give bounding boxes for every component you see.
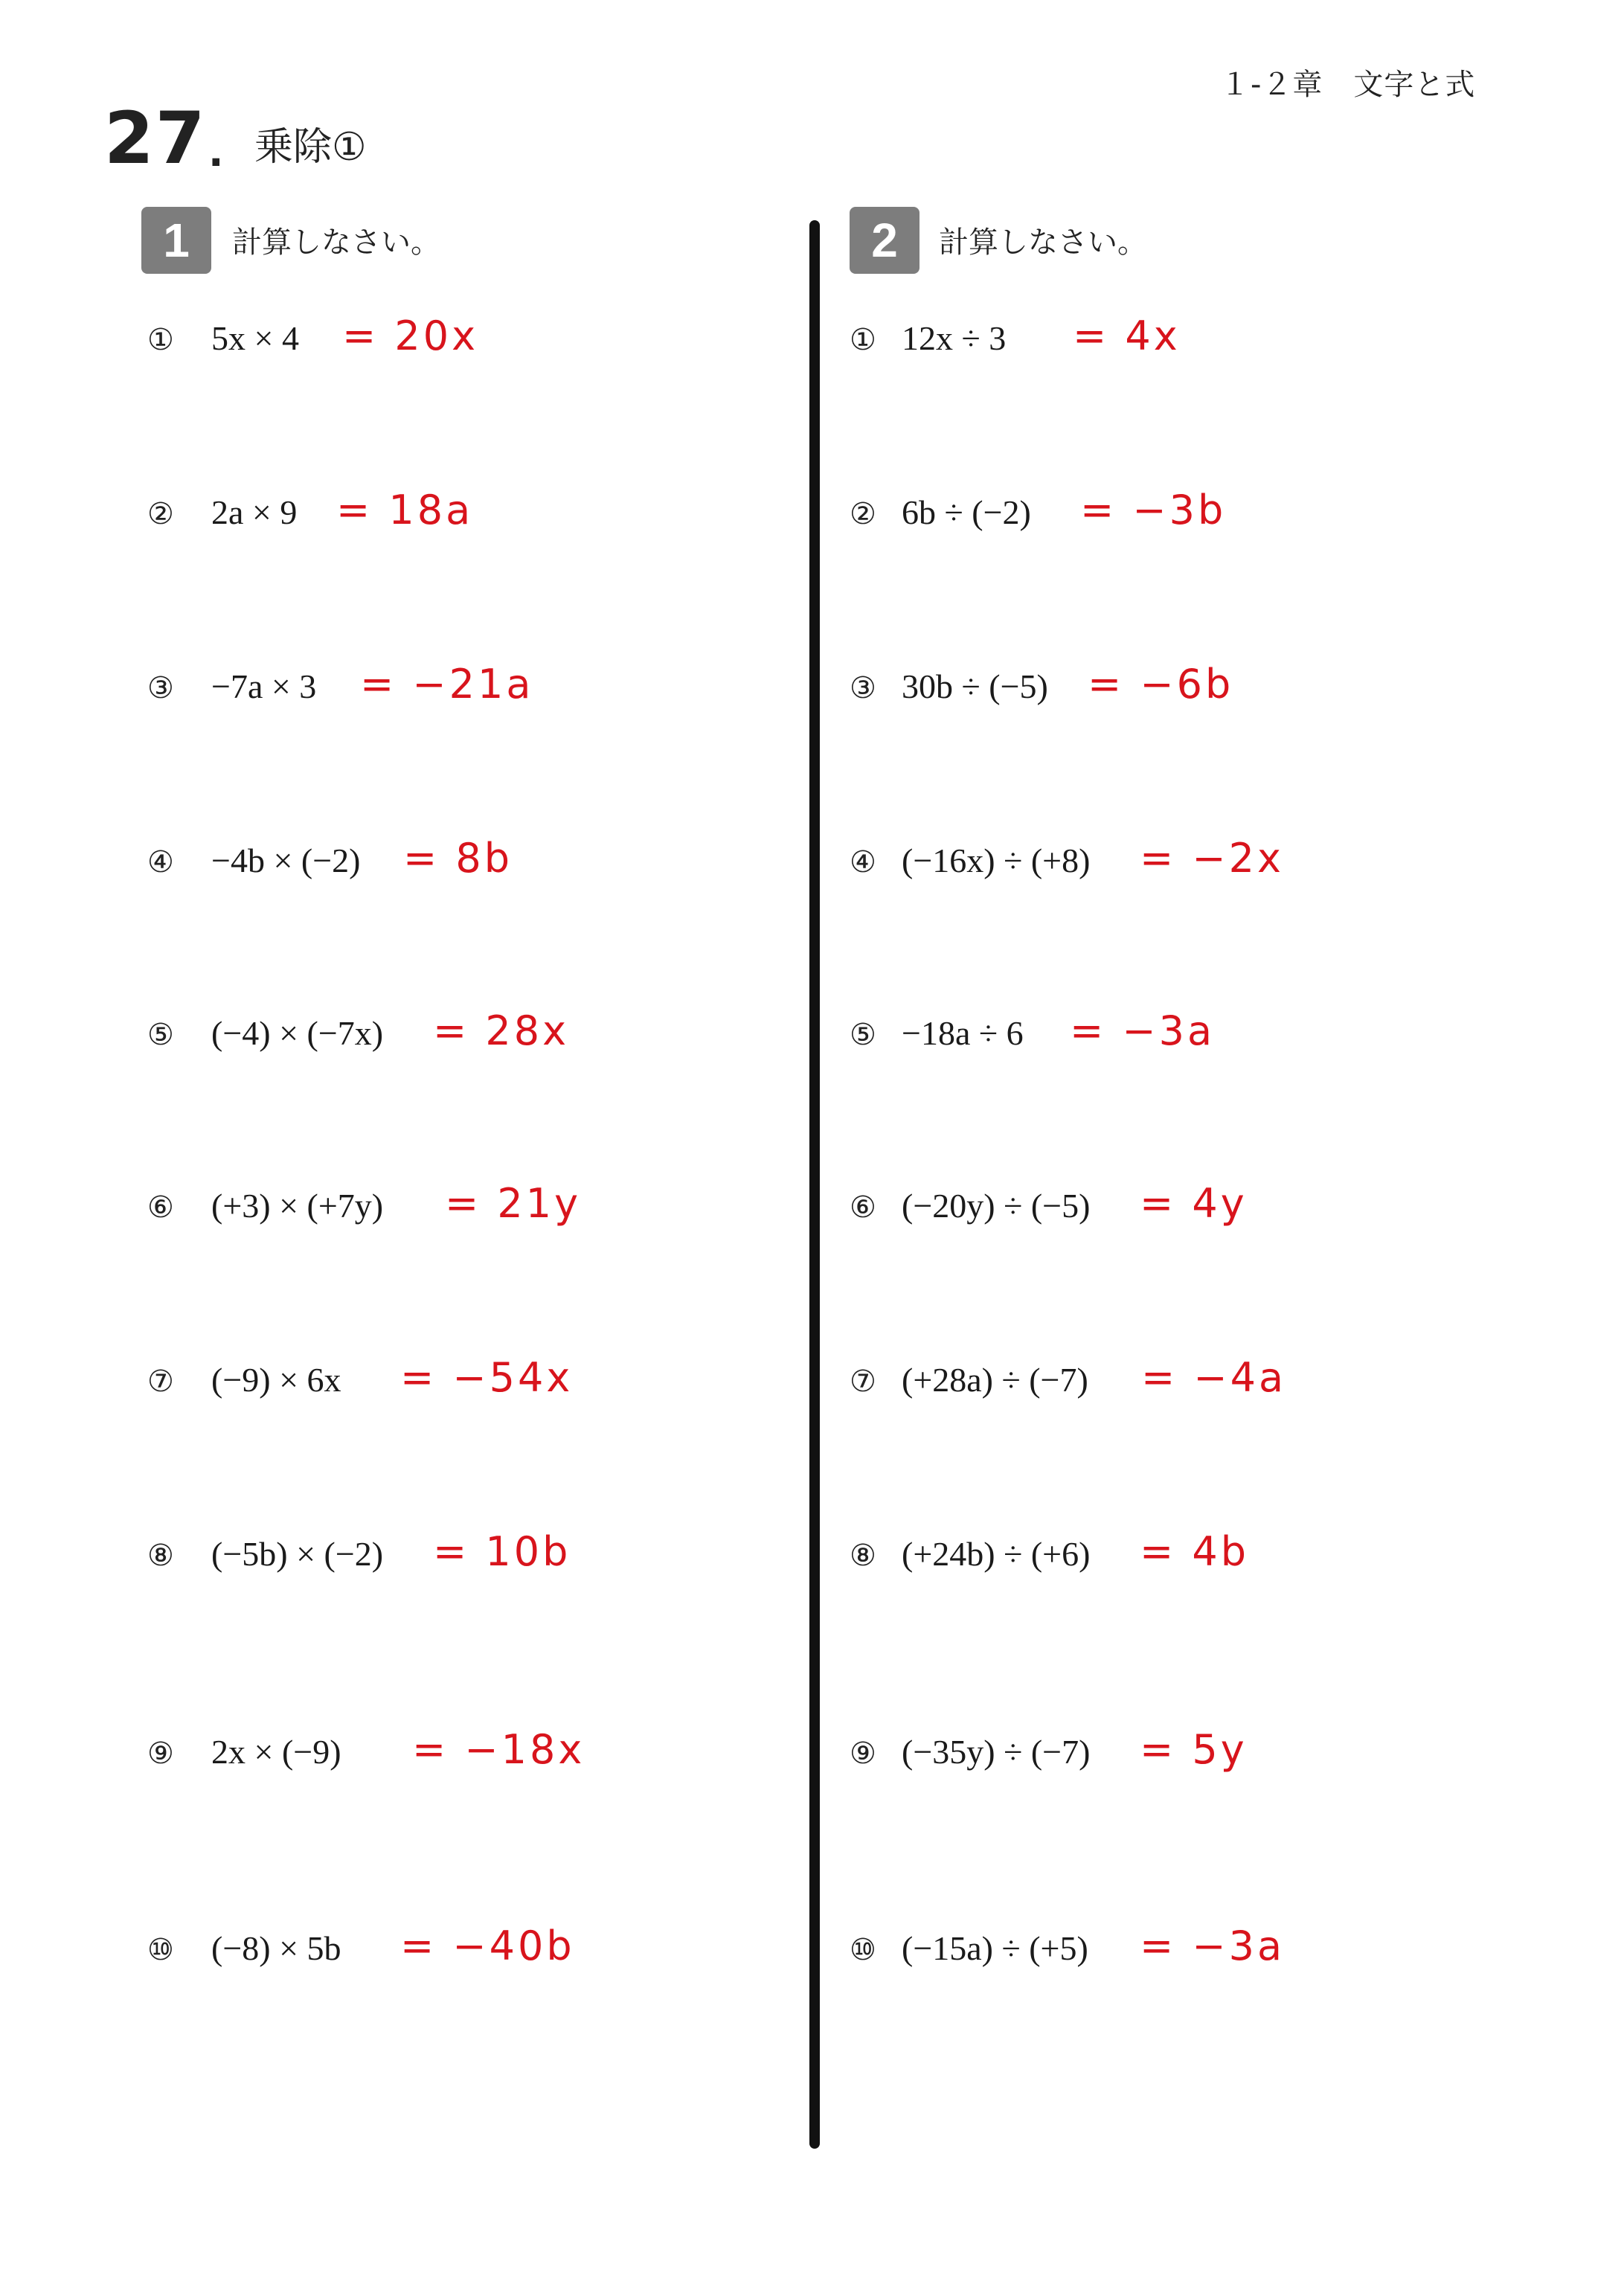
handwritten-answer: = 18a [336,487,474,533]
problem-expression: (−4) × (−7x) [211,1014,384,1052]
problem-expression: (−9) × 6x [211,1361,341,1399]
column-divider [809,220,820,2149]
problem-number: ⑩ [147,1933,174,1967]
problem-number: ⑨ [850,1737,876,1771]
section-2-number-box: 2 [850,207,919,274]
handwritten-answer: = 4y [1140,1180,1248,1227]
handwritten-answer: = 28x [433,1007,570,1054]
problem-expression: 30b ÷ (−5) [902,667,1048,705]
problem-number: ① [850,323,876,357]
problem-number: ⑤ [850,1018,876,1052]
problem-expression: (−20y) ÷ (−5) [902,1187,1091,1225]
problem-number: ③ [850,671,876,705]
problem-number: ⑦ [850,1365,876,1399]
problem-expression: 6b ÷ (−2) [902,493,1031,531]
problem-expression: −4b × (−2) [211,841,361,879]
handwritten-answer: = −6b [1088,661,1234,708]
problem-expression: (−16x) ÷ (+8) [902,841,1091,879]
handwritten-answer: = 21y [445,1180,582,1227]
problem-expression: (−35y) ÷ (−7) [902,1733,1091,1771]
problem-expression: (+3) × (+7y) [211,1187,384,1225]
problem-number: ④ [850,845,876,879]
chapter-label: １-２章 文字と式 [1220,68,1476,102]
handwritten-answer: = 5y [1140,1726,1248,1773]
problem-expression: (+24b) ÷ (+6) [902,1535,1091,1573]
handwritten-answer: = −21a [360,661,534,708]
worksheet-title: 乗除① [254,125,367,170]
handwritten-answer: = −3a [1070,1007,1216,1054]
section-1-instruction: 計算しなさい。 [232,225,440,260]
problem-number: ⑧ [147,1539,174,1573]
problem-expression: 12x ÷ 3 [902,319,1007,357]
problem-expression: (+28a) ÷ (−7) [902,1361,1088,1399]
handwritten-answer: = −3a [1140,1923,1286,1969]
section-2-instruction: 計算しなさい。 [939,225,1147,260]
handwritten-answer: = 8b [403,835,513,882]
handwritten-answer: = 4b [1140,1528,1250,1575]
problem-number: ③ [147,671,174,705]
worksheet-number: 27 [104,97,207,180]
problem-number: ⑤ [147,1018,174,1052]
handwritten-answer: = −4a [1141,1354,1287,1401]
handwritten-answer: = −40b [400,1923,575,1969]
problem-number: ① [147,323,174,357]
problem-number: ⑩ [850,1933,876,1967]
section-1-number-box: 1 [141,207,211,274]
problem-expression: (−5b) × (−2) [211,1535,384,1573]
handwritten-answer: = −2x [1140,835,1284,882]
problem-number: ⑨ [147,1737,174,1771]
problem-expression: 5x × 4 [211,319,299,357]
handwritten-answer: = 20x [342,312,479,359]
problem-number: ⑥ [147,1190,174,1225]
problem-number: ⑥ [850,1190,876,1225]
problem-number: ⑧ [850,1539,876,1573]
problem-expression: 2a × 9 [211,493,298,531]
problem-number: ② [850,497,876,531]
problem-expression: −7a × 3 [211,667,317,705]
problem-number: ⑦ [147,1365,174,1399]
handwritten-answer: = 10b [433,1528,571,1575]
problem-expression: (−15a) ÷ (+5) [902,1929,1088,1967]
worksheet-number-dot: . [208,129,224,176]
handwritten-answer: = −18x [412,1726,585,1773]
handwritten-answer: = −3b [1080,487,1227,533]
problem-number: ④ [147,845,174,879]
problem-number: ② [147,497,174,531]
problem-expression: (−8) × 5b [211,1929,341,1967]
problem-expression: 2x × (−9) [211,1733,341,1771]
handwritten-answer: = 4x [1073,312,1181,359]
problem-expression: −18a ÷ 6 [902,1014,1024,1052]
handwritten-answer: = −54x [400,1354,574,1401]
